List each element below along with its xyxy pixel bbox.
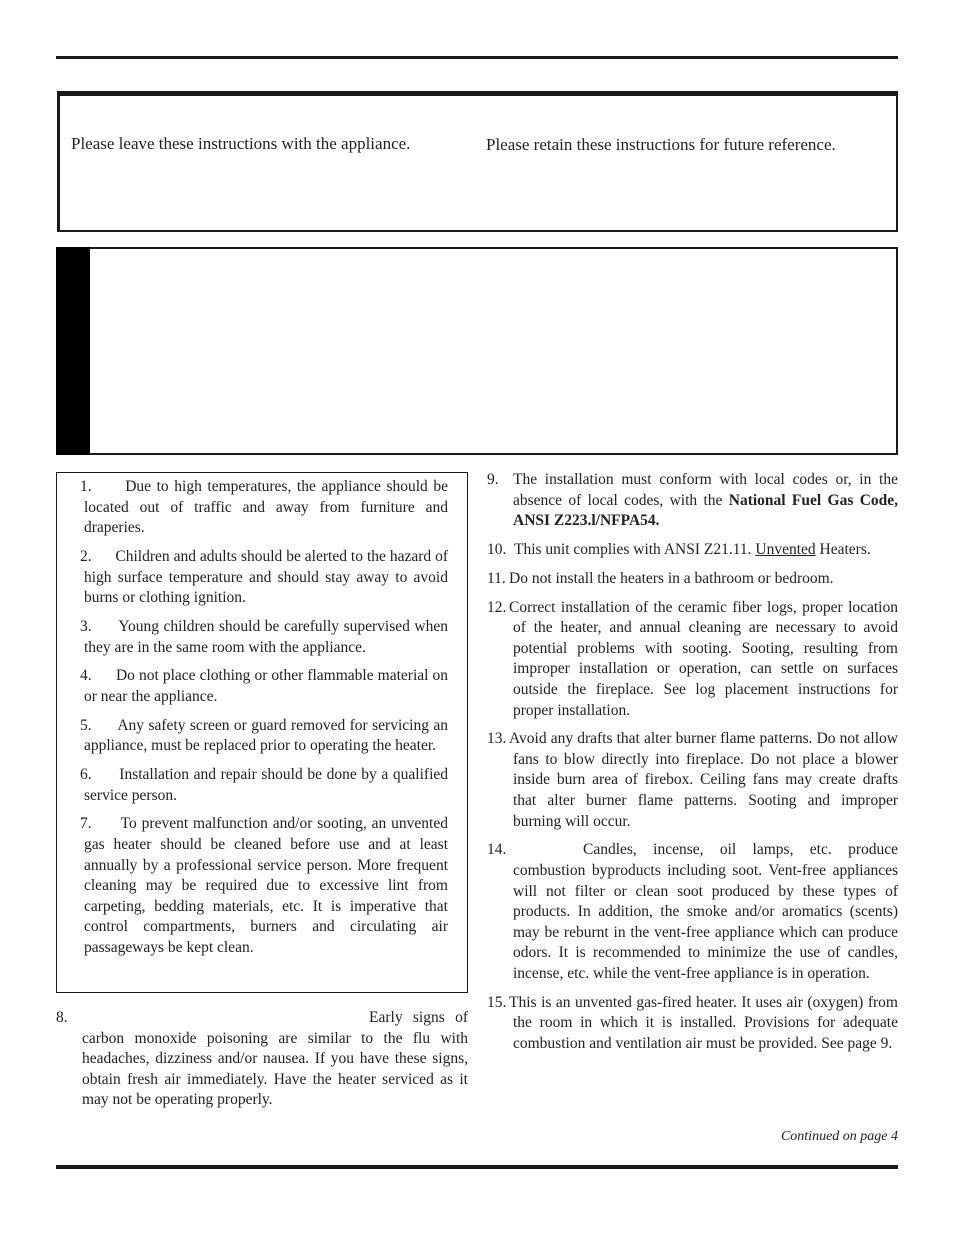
item-number: 10.	[487, 540, 507, 558]
item-number: 4.	[80, 667, 92, 685]
item-number: 7.	[80, 815, 92, 833]
item-number: 14.	[487, 841, 507, 859]
list-item: 13. Avoid any drafts that alter burner flame patterns. Do not allow fans to blow directly into fireplace. Do not place a blower inside burn area of firebox. Ceiling fans may create drafts that alter burner flame patterns. Sooting and improper burning will occur.	[487, 730, 898, 830]
list-item: 11. Do not install the heaters in a bathroom or bedroom.	[487, 569, 898, 590]
list-item: 4. Do not place clothing or other flammable material on or near the appliance.	[80, 667, 449, 705]
item-number: 9.	[487, 471, 499, 488]
continued-note: Continued on page 4	[780, 1129, 898, 1144]
notice-left-text: Please leave these instructions with the appliance.	[71, 134, 411, 153]
warning-black-bar	[56, 247, 90, 455]
list-item: 12. Correct installation of the ceramic fiber logs, proper location of the heater, and annual cleaning are necessary to avoid potential problems with sooting. Sooting, resulting from improper installation or operation, can settle on surfaces outside the fireplace. See log placement instructions for proper installation.	[487, 598, 898, 719]
item-number: 6.	[80, 766, 92, 784]
list-item: 10. This unit complies with ANSI Z21.11. Unvented Heaters.	[487, 540, 898, 561]
list-item-8	[56, 1008, 468, 1111]
notice-right-text: Please retain these instructions for future reference.	[486, 135, 836, 154]
warning-box	[56, 247, 898, 455]
list-item: 14. Candles, incense, oil lamps, etc. produce combustion byproducts including soot. Vent-free appliances will not filter or clean soot produced by these types of products. In addition, the smoke and/or aromatics (scents) may be reburnt in the vent-free appliance which can produce odors. It is recommended to minimize the use of candles, incense, etc. while the vent-free appliance is in operation.	[487, 841, 898, 982]
list-item: 3. Young children should be carefully supervised when they are in the same room with the appliance.	[80, 617, 448, 656]
list-item: 7. To prevent malfunction and/or sooting, an unvented gas heater should be cleaned before use and at least annually by a professional service person. More frequent cleaning may be required due to excessive lint from carpeting, bedding materials, etc. It is imperative that control compartments, burners and circulating air passageways be kept clean.	[80, 815, 448, 956]
safety-list-right	[487, 470, 898, 1063]
list-item: 6. Installation and repair should be done by a qualified service person.	[80, 766, 449, 804]
item-number: 13.	[487, 730, 507, 748]
bottom-rule	[56, 1165, 898, 1169]
item-number: 11.	[487, 569, 506, 587]
safety-list-left	[80, 477, 448, 967]
notice-box	[57, 91, 898, 232]
item-8-text: Early signs of carbon monoxide poisoning are similar to the flu with headaches, dizziness and/or nausea. If you have these signs, obtain fresh air immediately. Have the heater serviced as it may not be operating properly.	[82, 1009, 468, 1109]
list-item: 1. Due to high temperatures, the appliance should be located out of traffic and away from furniture and draperies.	[80, 478, 449, 537]
list-item: 2. Children and adults should be alerted to the hazard of high surface temperature and should stay away to avoid burns or clothing ignition.	[80, 547, 449, 607]
item-number: 8.	[56, 1009, 68, 1026]
top-rule	[56, 56, 898, 59]
list-item: 9. The installation must conform with local codes or, in the absence of local codes, with the National Fuel Gas Code, ANSI Z223.l/NFPA54.	[487, 471, 899, 530]
item-number: 5.	[80, 716, 92, 734]
item-number: 12.	[487, 598, 507, 616]
item-number: 2.	[80, 547, 92, 565]
list-item: 15. This is an unvented gas-fired heater. It uses air (oxygen) from the room in which it is installed. Provisions for adequate combustion and ventilation air must be provided. See page 9.	[487, 993, 898, 1052]
item-number: 3.	[80, 617, 92, 635]
list-item: 5. Any safety screen or guard removed for servicing an appliance, must be replaced prior to operating the heater.	[80, 716, 448, 755]
item-number: 1.	[80, 478, 92, 495]
item-number: 15.	[487, 993, 507, 1011]
